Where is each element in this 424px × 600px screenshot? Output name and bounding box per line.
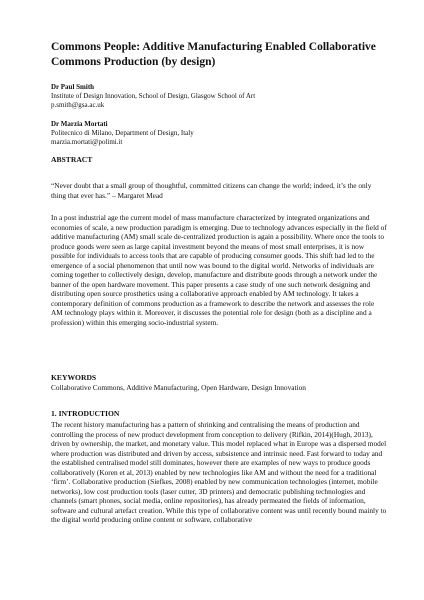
- paper-title: Commons People: Additive Manufacturing Enabled Collaborative Commons Production (by design): [51, 41, 376, 68]
- epigraph-quote: “Never doubt that a small group of thoughtful, committed citizens can change the world; indeed, it’s the only thing that ever has.” – Margaret Mead: [51, 181, 372, 200]
- introduction-heading: 1. INTRODUCTION: [51, 409, 120, 418]
- author-affiliation: Institute of Design Innovation, School of Design, Glasgow School of Art: [51, 92, 256, 100]
- abstract-heading: ABSTRACT: [51, 155, 93, 164]
- author-block-1: [51, 83, 387, 110]
- keywords-text: Collaborative Commons, Additive Manufacturing, Open Hardware, Design Innovation: [51, 383, 306, 392]
- author-name: Dr Paul Smith: [51, 83, 95, 91]
- keywords-heading: KEYWORDS: [51, 373, 97, 382]
- introduction-text: The recent history manufacturing has a pattern of shrinking and centralising the means of production and controlling the process of new product development from conception to delivery (Rifkin, 2014)(Hugh, 2013), driven by ownership, the market, and monetary value. This model replaced what in Europe was a dispersed model where production was distributed and driven by access, subsistence and intrinsic need. Fast forward to today and the established centralised model still dominates, however there are examples of new ways to produce goods collaboratively (Koren et al, 2013) enabled by new technologies like AM and without the need for a traditional ‘firm’. Collaborative production (Siefkes, 2008) enabled by new communication technologies (internet, mobile networks), low cost production tools (laser cutter, 3D printers) and democratic publishing technologies and channels (smart phones, social media, online repositories), has already permeated the fields of information, software and cultural artefact creation. While this type of collaborative content was until recently bound mainly to the digital world producing online content or software, collaborative: [51, 420, 387, 524]
- author-email: marzia.mortati@polimi.it: [51, 138, 123, 146]
- author-email: p.smith@gsa.ac.uk: [51, 101, 105, 109]
- author-block-2: [51, 120, 387, 147]
- author-affiliation: Politecnico di Milano, Department of Design, Italy: [51, 129, 194, 137]
- abstract-text: In a post industrial age the current model of mass manufacture characterized by integrated organizations and economies of scale, a new production paradigm is emerging. Due to technology advances especially in the field of additive manufacturing (AM) small scale de-centralized production is again a possibility. Where once the tools to produce goods were seen as large capital investment beyond the means of most small enterprises, it is now possible for individuals to access tools that are capable of producing consumer goods. This shift had led to the emergence of a social phenomenon that until now was bound to the digital world. Networks of individuals are coming together to collectively design, develop, manufacture and distribute goods through a network under the banner of the open hardware movement. This paper presents a case study of one such network designing and distributing open source prosthetics using a collaborative approach enabled by AM technology. It takes a contemporary definition of commons production as a framework to describe the network and assesses the role AM technology plays within it. Moreover, it discusses the potential role for design (both as a discipline and a profession) within this emerging socio-industrial system.: [51, 213, 387, 327]
- author-name: Dr Marzia Mortati: [51, 120, 108, 128]
